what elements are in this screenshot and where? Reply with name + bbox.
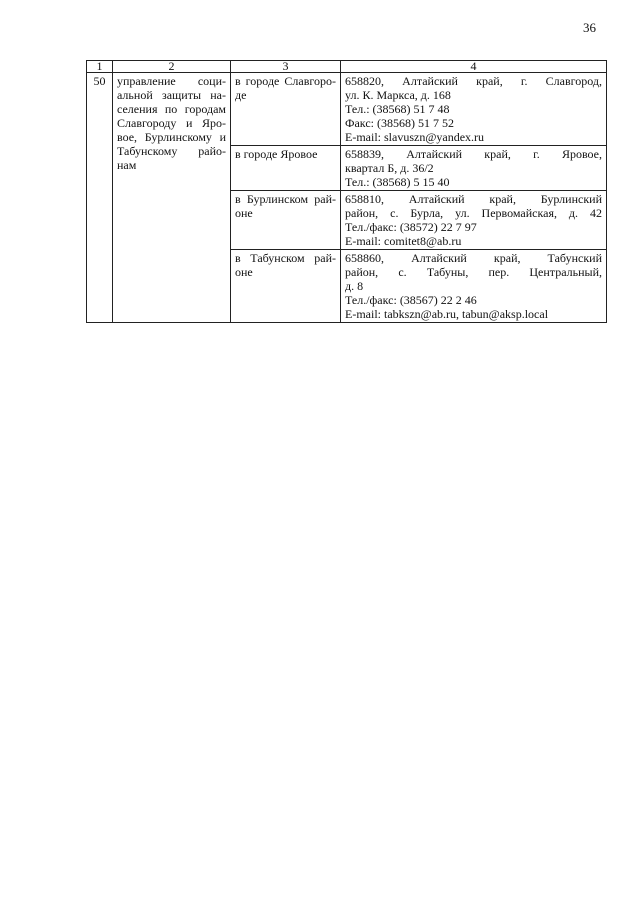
contact-line: Тел.: (38568) 5 15 40	[345, 175, 450, 189]
contact-line: Тел./факс: (38567) 22 2 46	[345, 293, 477, 307]
contact-line: 658820, Алтайский край, г. Славгород,	[345, 74, 602, 88]
location-line: оне	[235, 265, 253, 279]
organization-line: Славгороду и Яро-	[117, 116, 226, 130]
page-number: 36	[583, 20, 596, 35]
contact-line: д. 8	[345, 279, 364, 293]
contact-line: район, с. Табуны, пер. Центральный,	[345, 265, 602, 279]
table-header-row	[87, 61, 607, 73]
location-line: в городе Яровое	[235, 147, 318, 161]
location-cell-slavgorod	[231, 73, 341, 146]
organization-cell	[113, 73, 231, 323]
contact-cell-tabuny	[341, 250, 607, 323]
contact-email: E-mail: slavuszn@yandex.ru	[345, 130, 485, 144]
contact-cell-burla	[341, 191, 607, 250]
organization-line: нам	[117, 158, 137, 172]
organization-line: альной защиты на-	[117, 88, 226, 102]
location-line: оне	[235, 206, 253, 220]
contact-line: Тел./факс: (38572) 22 7 97	[345, 220, 477, 234]
location-line: в Бурлинском рай-	[235, 192, 336, 206]
location-line: в Табунском рай-	[235, 251, 336, 265]
organization-line: управление соци-	[117, 74, 226, 88]
contact-cell-slavgorod	[341, 73, 607, 146]
contact-line: квартал Б, д. 36/2	[345, 161, 434, 175]
column-header-2: 2	[113, 61, 231, 73]
location-line: в городе Славгоро-	[235, 74, 336, 88]
location-line: де	[235, 88, 247, 102]
table-row	[87, 73, 607, 146]
contact-email: E-mail: comitet8@ab.ru	[345, 234, 462, 248]
location-cell-tabuny	[231, 250, 341, 323]
organization-line: селения по городам	[117, 102, 226, 116]
contact-email: E-mail: tabkszn@ab.ru, tabun@aksp.local	[345, 307, 549, 321]
row-number-cell: 50	[87, 73, 113, 323]
location-cell-burla	[231, 191, 341, 250]
contact-line: район, с. Бурла, ул. Первомайская, д. 42	[345, 206, 602, 220]
contact-line: 658810, Алтайский край, Бурлинский	[345, 192, 602, 206]
column-header-4: 4	[341, 61, 607, 73]
contact-line: 658860, Алтайский край, Табунский	[345, 251, 602, 265]
contact-line: 658839, Алтайский край, г. Яровое,	[345, 147, 602, 161]
location-cell-yarovoe	[231, 146, 341, 191]
column-header-3: 3	[231, 61, 341, 73]
column-header-1: 1	[87, 61, 113, 73]
contact-cell-yarovoe	[341, 146, 607, 191]
organization-line: Табунскому райо-	[117, 144, 226, 158]
contact-line: Факс: (38568) 51 7 52	[345, 116, 454, 130]
contact-line: Тел.: (38568) 51 7 48	[345, 102, 450, 116]
agencies-table	[86, 60, 607, 323]
contact-line: ул. К. Маркса, д. 168	[345, 88, 451, 102]
organization-line: вое, Бурлинскому и	[117, 130, 226, 144]
